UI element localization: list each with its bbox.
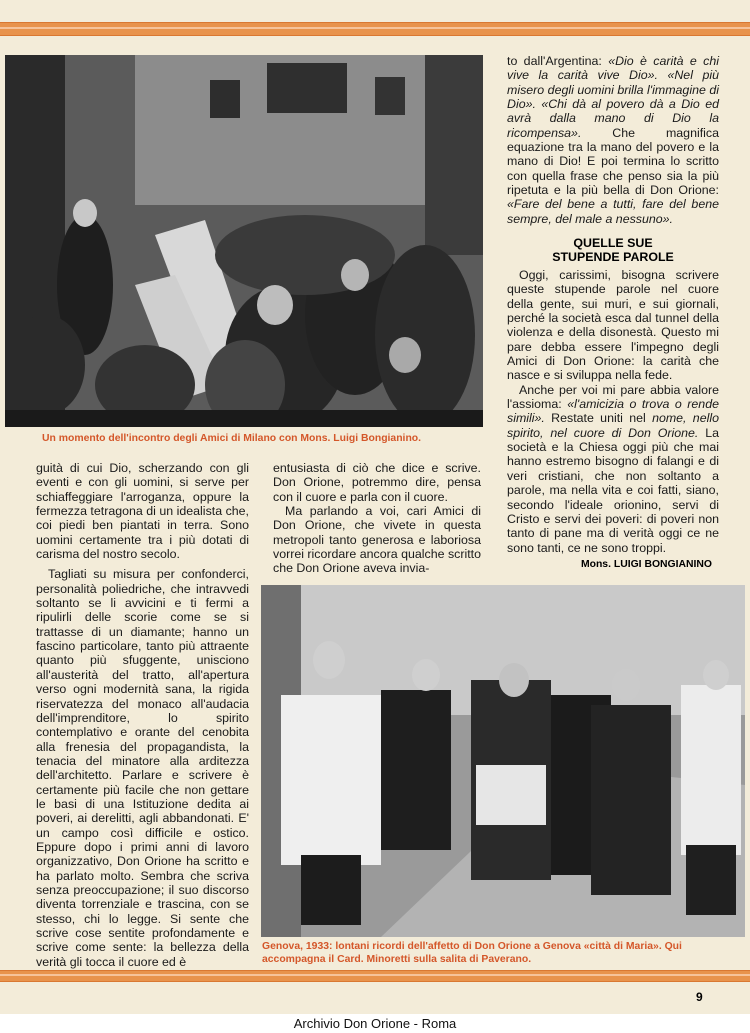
right-paragraph-3: Anche per voi mi pare abbia valore l'assioma: «l'amicizia o trova o rende simili». Restate uniti nel nome, nello spirito, nel cuore di Don Orione. La società e la Chiesa oggi più che mai hanno estremo bisogno di falangi e di veri cristiani, che non soltanto a parole, ma nella vita e coi fatti, siano, secondo l'ideale orionino, servi di Cristo e servi dei poveri: di poveri non tanto di pane ma di verità oggi ce ne sono tanti, ce ne sono troppi. <box>507 382 719 555</box>
middle-paragraph-1: entusiasta di ciò che dice e scrive. Don Orione, potremmo dire, pensa con il cuore e parla con il cuore. <box>273 461 481 504</box>
left-paragraph-1: guità di cui Dio, scherzando con gli eventi e con gli uomini, si serve per schiaffeggiare l'arroganza, oppure la fermezza tetragona di un idealista che, coi piedi ben piantati in terra. Sono uomini certamente tra i più dotati di carisma del nostro secolo. <box>36 461 249 562</box>
right-paragraph-2: Oggi, carissimi, bisogna scrivere queste stupende parole nel cuore della gente, sui muri, e sui giornali, perché la società esca dal tunnel della violenza e della disonestà. Questo mi pare debba essere l'impegno degli Amici di Don Orione: la carità che nasce e si sviluppa nella fede. <box>507 268 719 383</box>
procession-photo-caption: Genova, 1933: lontani ricordi dell'affetto di Don Orione a Genova «città di Maria». Qui accompagna il Card. Minoretti sulla salita di Paverano. <box>262 941 682 965</box>
middle-column-text <box>273 461 481 576</box>
bottom-decorative-rule <box>0 970 750 982</box>
procession-photo-image <box>261 585 745 937</box>
page-number: 9 <box>696 990 703 1004</box>
left-paragraph-2: Tagliati su misura per confonderci, personalità poliedriche, che intravvedi soltanto se li avvicini e ti fermi a ripulirli delle scorie come se si trattasse di un diamante; hanno un fascino particolare, tanto più attraente quanto più sfuggente, unisciono all'austerità del tratto, all'apertura verso ogni modernità sana, la rigida riservatezza del monaco all'audacia dell'imprenditore, lo spirito contemplativo e orante del cenobita alla frenesia del propagandista, la tenacia del minatore alla arditezza dell'architetto. Parlare e scrivere è certamente più facile che non gettare le basi di una Istituzione dedita ai poveri, ai derelitti, agli abbandonati. E' un campo così difficile e ostico. Eppure dopo i primi anni di lavoro organizzativo, Don Orione ha scritto e ha parlato molto. Sembra che scriva senza preoccupazione; il suo discorso diventa torrenziale e trascina, con se stesso, chi lo legge. Si sente che scrive cose sentite profondamente e scrive come sente: la bellezza della verità gli tocca il cuore ed è <box>36 567 249 969</box>
author-signature: Mons. LUIGI BONGIANINO <box>580 559 712 570</box>
meeting-photo <box>5 55 483 427</box>
section-heading-text: QUELLE SUE STUPENDE PAROLE <box>552 236 674 264</box>
right-paragraph-1: to dall'Argentina: «Dio è carità e chi vive la carità vive Dio». «Nel più misero degli uomini brilla l'immagine di Dio». «Chi dà al povero dà a Dio ed avrà dalla mano di Dio la ricompensa». Che magnifica equazione tra la mano del povero e la mano di Dio! E poi termina lo scritto con quella frase che penso sia la più ripetuta e la più bella di Don Orione: «Fare del bene a tutti, fare del bene sempre, del male a nessuno». <box>507 54 719 226</box>
section-heading <box>507 236 719 264</box>
middle-paragraph-2: Ma parlando a voi, cari Amici di Don Orione, che vivete in questa metropoli tanto generosa e laboriosa vorrei ricordare ancora qualche scritto che Don Orione aveva invia- <box>273 504 481 576</box>
right-column-text <box>507 54 719 226</box>
top-decorative-rule <box>0 22 750 36</box>
meeting-photo-image <box>5 55 483 427</box>
archive-footer: Archivio Don Orione - Roma <box>0 1014 750 1033</box>
procession-photo <box>261 585 745 937</box>
left-column-text <box>36 461 249 969</box>
meeting-photo-caption: Un momento dell'incontro degli Amici di Milano con Mons. Luigi Bongianino. <box>42 433 422 444</box>
right-column-text-2 <box>507 268 719 555</box>
